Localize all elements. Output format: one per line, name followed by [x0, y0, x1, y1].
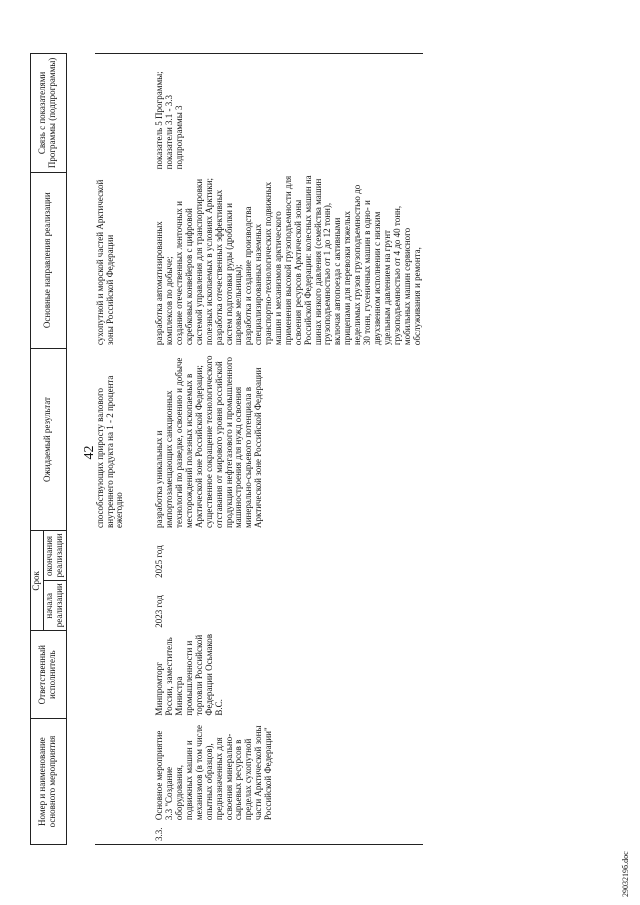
header-term-end: окончания реализации: [43, 531, 66, 581]
continuation-expected-result: способствующих приросту валового внутреннего продукта на 1 - 2 процента ежегодно: [94, 375, 125, 528]
row-expected-result: разработка уникальных и импортозамещающих санкционных технологий по разведке, освоению и добыче месторождений полезных ископаемых в Арктической зоне Российской Федерации; существенное сокращение технологического отставания от мирового уровня российской продукции нефтегазового и промышленного машиностроения для нужд освоения минерально-сырьевого потенциала в Арктической зоне Российской Федерации: [154, 355, 264, 528]
header-main-directions: Основные направления реализации: [31, 172, 67, 348]
row-link-indicators: показатель 5 Программы; показатели 3.1 - 3.3 подпрограммы 3: [154, 54, 423, 173]
header-responsible: Ответственный исполнитель: [31, 631, 67, 719]
program-activities-table: [30, 53, 423, 845]
header-link-indicators: Связь с показателями Программы (подпрограммы): [31, 54, 67, 173]
page-number: 42: [82, 445, 97, 460]
row-responsible: Минпромторг России, заместитель Министра промышленности и торговли Российской Федерации Осьмаков В.С.: [154, 633, 224, 716]
header-number-name: Номер и наименование основного мероприятия: [31, 719, 67, 845]
table-continuation-row: [95, 54, 127, 845]
row-activity-name: Основное мероприятие 3.3 "Создание оборудования, подвижных машин и механизмов (в том числе опытных образцов), предназначенных для освоения минерально-сырьевых ресурсов в пределах сухопутной части Арктической зоны Российской Федерации": [154, 725, 274, 821]
table-header-row: [31, 54, 44, 845]
row-main-directions: разработка автоматизированных комплексов по добыче; создание отечественных ленточных и скребковых конвейеров с цифровой системой управления для транспортировки полезных ископаемых в условиях Арктики; разработка отечественных эффективных систем подготовки руды (дробилки и шаровые мельницы); разработка и создание производства специализированных наземных транспортно-технологических подвижных машин и механизмов арктического применения высокой грузоподъемности для освоения ресурсов Арктической зоны Российской Федерации: колесных машин на шинах низкого давления (семейства машин грузоподъемностью от 1 до 12 тонн), включая автопоезда с активными прицепами для перевозки тяжелых неделимых грузов грузоподъемностью до 30 тонн, гусеничных машин в одно- и двухзвенном исполнении с низким удельным давлением на грунт грузоподъемностью от 4 до 40 тонн, мобильных машин сервисного обслуживания и ремонта,: [154, 175, 422, 346]
table-row: [154, 54, 423, 845]
header-expected-result: Ожидаемый результат: [31, 348, 67, 531]
header-term: Срок: [31, 531, 44, 631]
table-spacer-row: [66, 54, 95, 845]
row-term-end: 2025 год: [154, 545, 165, 578]
row-number: 3.3.: [154, 823, 423, 844]
continuation-main-directions: сухопутной и морской частей Арктической зоны Российской Федерации: [94, 179, 115, 346]
header-term-start: начала реализации: [43, 581, 66, 631]
file-reference: 2903219б.doc: [621, 851, 630, 897]
row-term-start: 2023 год: [154, 595, 165, 628]
table-spacer-row: [126, 54, 154, 845]
